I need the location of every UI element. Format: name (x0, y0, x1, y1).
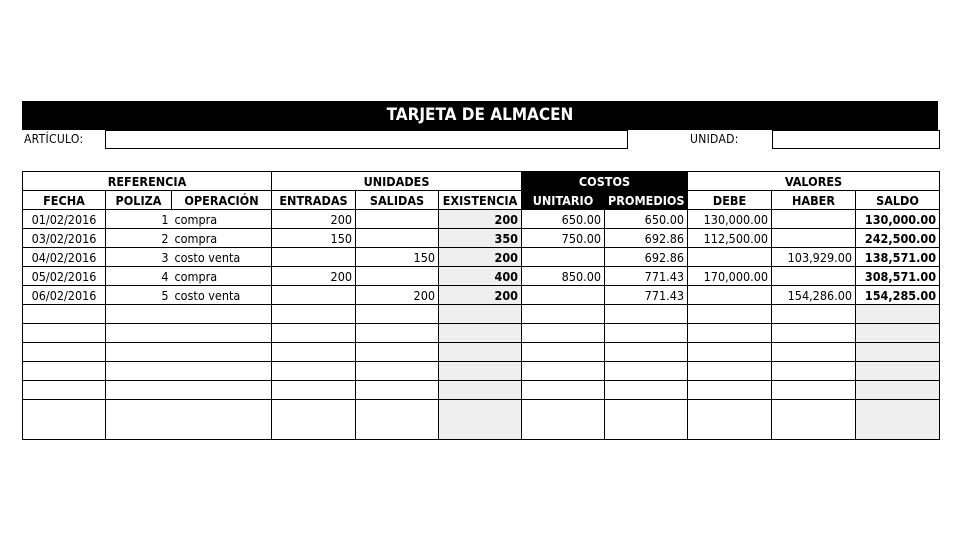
cell-salidas[interactable] (356, 210, 439, 229)
empty-cell-haber[interactable] (772, 400, 856, 440)
empty-row (23, 362, 940, 381)
cell-haber[interactable] (772, 267, 856, 286)
empty-cell-unitario[interactable] (522, 343, 605, 362)
empty-cell-poliza[interactable] (106, 343, 172, 362)
empty-cell-entradas[interactable] (272, 305, 356, 324)
empty-cell-poliza[interactable] (106, 381, 172, 400)
cell-debe[interactable] (688, 248, 772, 267)
cell-promedios[interactable]: 692.86 (605, 248, 688, 267)
empty-cell-entradas[interactable] (272, 400, 356, 440)
empty-cell-unitario[interactable] (522, 381, 605, 400)
cell-saldo[interactable]: 308,571.00 (856, 267, 940, 286)
empty-cell-salidas[interactable] (356, 343, 439, 362)
empty-cell-fecha[interactable] (23, 305, 106, 324)
empty-cell-entradas[interactable] (272, 362, 356, 381)
cell-promedios[interactable]: 771.43 (605, 267, 688, 286)
group-valores: VALORES (688, 172, 940, 191)
cell-promedios[interactable]: 650.00 (605, 210, 688, 229)
empty-row (23, 343, 940, 362)
col-operacion: OPERACIÓN (172, 191, 272, 210)
cell-haber[interactable] (772, 210, 856, 229)
empty-cell-unitario[interactable] (522, 400, 605, 440)
empty-cell-operacion[interactable] (172, 305, 272, 324)
empty-cell-saldo[interactable] (856, 362, 940, 381)
cell-operacion[interactable]: costo venta (172, 286, 272, 305)
empty-cell-haber[interactable] (772, 305, 856, 324)
group-costos: COSTOS (522, 172, 688, 191)
cell-poliza[interactable]: 3 (106, 248, 172, 267)
empty-cell-operacion[interactable] (172, 324, 272, 343)
cell-unitario[interactable] (522, 286, 605, 305)
unit-field[interactable] (772, 130, 940, 149)
empty-cell-debe[interactable] (688, 362, 772, 381)
empty-cell-haber[interactable] (772, 343, 856, 362)
col-existencia: EXISTENCIA (439, 191, 522, 210)
empty-cell-unitario[interactable] (522, 362, 605, 381)
cell-unitario[interactable]: 750.00 (522, 229, 605, 248)
cell-poliza[interactable]: 2 (106, 229, 172, 248)
empty-cell-operacion[interactable] (172, 381, 272, 400)
empty-cell-existencia[interactable] (439, 305, 522, 324)
cell-debe[interactable]: 170,000.00 (688, 267, 772, 286)
cell-poliza[interactable]: 1 (106, 210, 172, 229)
cell-unitario[interactable]: 650.00 (522, 210, 605, 229)
empty-cell-salidas[interactable] (356, 324, 439, 343)
cell-entradas[interactable]: 200 (272, 210, 356, 229)
cell-debe[interactable]: 130,000.00 (688, 210, 772, 229)
cell-existencia[interactable]: 350 (439, 229, 522, 248)
empty-row (23, 400, 940, 440)
inventory-card-table (22, 171, 940, 440)
table-row (23, 229, 940, 248)
cell-existencia[interactable]: 200 (439, 210, 522, 229)
card-title: TARJETA DE ALMACEN (22, 101, 938, 130)
article-label: ARTÍCULO: (24, 132, 84, 146)
empty-cell-saldo[interactable] (856, 343, 940, 362)
empty-cell-saldo[interactable] (856, 400, 940, 440)
empty-cell-saldo[interactable] (856, 324, 940, 343)
cell-operacion[interactable]: costo venta (172, 248, 272, 267)
cell-existencia[interactable]: 200 (439, 286, 522, 305)
empty-cell-poliza[interactable] (106, 324, 172, 343)
card-info-row (22, 130, 938, 151)
cell-haber[interactable]: 154,286.00 (772, 286, 856, 305)
empty-cell-promedios[interactable] (605, 362, 688, 381)
empty-cell-operacion[interactable] (172, 343, 272, 362)
table-row (23, 210, 940, 229)
cell-salidas[interactable] (356, 229, 439, 248)
col-fecha: FECHA (23, 191, 106, 210)
table-row (23, 248, 940, 267)
col-saldo: SALDO (856, 191, 940, 210)
empty-cell-haber[interactable] (772, 362, 856, 381)
group-unidades: UNIDADES (272, 172, 522, 191)
unit-label: UNIDAD: (690, 132, 739, 146)
empty-cell-unitario[interactable] (522, 305, 605, 324)
cell-entradas[interactable] (272, 286, 356, 305)
empty-cell-fecha[interactable] (23, 324, 106, 343)
empty-cell-promedios[interactable] (605, 343, 688, 362)
cell-existencia[interactable]: 400 (439, 267, 522, 286)
empty-cell-fecha[interactable] (23, 343, 106, 362)
cell-poliza[interactable]: 5 (106, 286, 172, 305)
empty-cell-operacion[interactable] (172, 400, 272, 440)
empty-cell-unitario[interactable] (522, 324, 605, 343)
cell-promedios[interactable]: 692.86 (605, 229, 688, 248)
group-referencia: REFERENCIA (23, 172, 272, 191)
cell-fecha[interactable]: 04/02/2016 (23, 248, 106, 267)
empty-cell-entradas[interactable] (272, 343, 356, 362)
cell-haber[interactable] (772, 229, 856, 248)
col-unitario: UNITARIO (522, 191, 605, 210)
cell-unitario[interactable] (522, 248, 605, 267)
empty-cell-debe[interactable] (688, 305, 772, 324)
cell-existencia[interactable]: 200 (439, 248, 522, 267)
empty-cell-promedios[interactable] (605, 324, 688, 343)
col-poliza: POLIZA (106, 191, 172, 210)
empty-cell-promedios[interactable] (605, 305, 688, 324)
article-field[interactable] (105, 130, 628, 149)
empty-cell-fecha[interactable] (23, 362, 106, 381)
col-entradas: ENTRADAS (272, 191, 356, 210)
cell-poliza[interactable]: 4 (106, 267, 172, 286)
empty-cell-promedios[interactable] (605, 381, 688, 400)
cell-saldo[interactable]: 154,285.00 (856, 286, 940, 305)
empty-cell-existencia[interactable] (439, 362, 522, 381)
cell-debe[interactable]: 112,500.00 (688, 229, 772, 248)
col-promedios: PROMEDIOS (605, 191, 688, 210)
cell-fecha[interactable]: 06/02/2016 (23, 286, 106, 305)
col-haber: HABER (772, 191, 856, 210)
empty-cell-debe[interactable] (688, 381, 772, 400)
col-salidas: SALIDAS (356, 191, 439, 210)
empty-cell-promedios[interactable] (605, 400, 688, 440)
cell-operacion[interactable]: compra (172, 229, 272, 248)
empty-cell-operacion[interactable] (172, 362, 272, 381)
empty-cell-fecha[interactable] (23, 381, 106, 400)
empty-row (23, 381, 940, 400)
cell-saldo[interactable]: 138,571.00 (856, 248, 940, 267)
cell-entradas[interactable]: 150 (272, 229, 356, 248)
cell-operacion[interactable]: compra (172, 267, 272, 286)
table-row (23, 286, 940, 305)
cell-salidas[interactable] (356, 267, 439, 286)
empty-cell-fecha[interactable] (23, 400, 106, 440)
cell-entradas[interactable]: 200 (272, 267, 356, 286)
cell-promedios[interactable]: 771.43 (605, 286, 688, 305)
cell-haber[interactable]: 103,929.00 (772, 248, 856, 267)
empty-cell-salidas[interactable] (356, 305, 439, 324)
empty-cell-debe[interactable] (688, 324, 772, 343)
empty-cell-saldo[interactable] (856, 305, 940, 324)
empty-cell-poliza[interactable] (106, 362, 172, 381)
empty-cell-existencia[interactable] (439, 343, 522, 362)
empty-cell-poliza[interactable] (106, 400, 172, 440)
cell-entradas[interactable] (272, 248, 356, 267)
empty-cell-entradas[interactable] (272, 381, 356, 400)
cell-fecha[interactable]: 05/02/2016 (23, 267, 106, 286)
empty-cell-saldo[interactable] (856, 381, 940, 400)
cell-salidas[interactable]: 200 (356, 286, 439, 305)
empty-cell-haber[interactable] (772, 324, 856, 343)
empty-cell-debe[interactable] (688, 400, 772, 440)
cell-debe[interactable] (688, 286, 772, 305)
cell-salidas[interactable]: 150 (356, 248, 439, 267)
empty-cell-entradas[interactable] (272, 324, 356, 343)
cell-saldo[interactable]: 130,000.00 (856, 210, 940, 229)
empty-cell-existencia[interactable] (439, 324, 522, 343)
empty-cell-salidas[interactable] (356, 362, 439, 381)
cell-operacion[interactable]: compra (172, 210, 272, 229)
empty-row (23, 324, 940, 343)
empty-cell-poliza[interactable] (106, 305, 172, 324)
empty-cell-existencia[interactable] (439, 400, 522, 440)
empty-cell-salidas[interactable] (356, 400, 439, 440)
column-header-row (23, 191, 940, 210)
cell-fecha[interactable]: 01/02/2016 (23, 210, 106, 229)
cell-saldo[interactable]: 242,500.00 (856, 229, 940, 248)
col-debe: DEBE (688, 191, 772, 210)
cell-fecha[interactable]: 03/02/2016 (23, 229, 106, 248)
empty-cell-debe[interactable] (688, 343, 772, 362)
empty-cell-existencia[interactable] (439, 381, 522, 400)
empty-cell-salidas[interactable] (356, 381, 439, 400)
cell-unitario[interactable]: 850.00 (522, 267, 605, 286)
empty-cell-haber[interactable] (772, 381, 856, 400)
empty-row (23, 305, 940, 324)
group-header-row (23, 172, 940, 191)
table-row (23, 267, 940, 286)
